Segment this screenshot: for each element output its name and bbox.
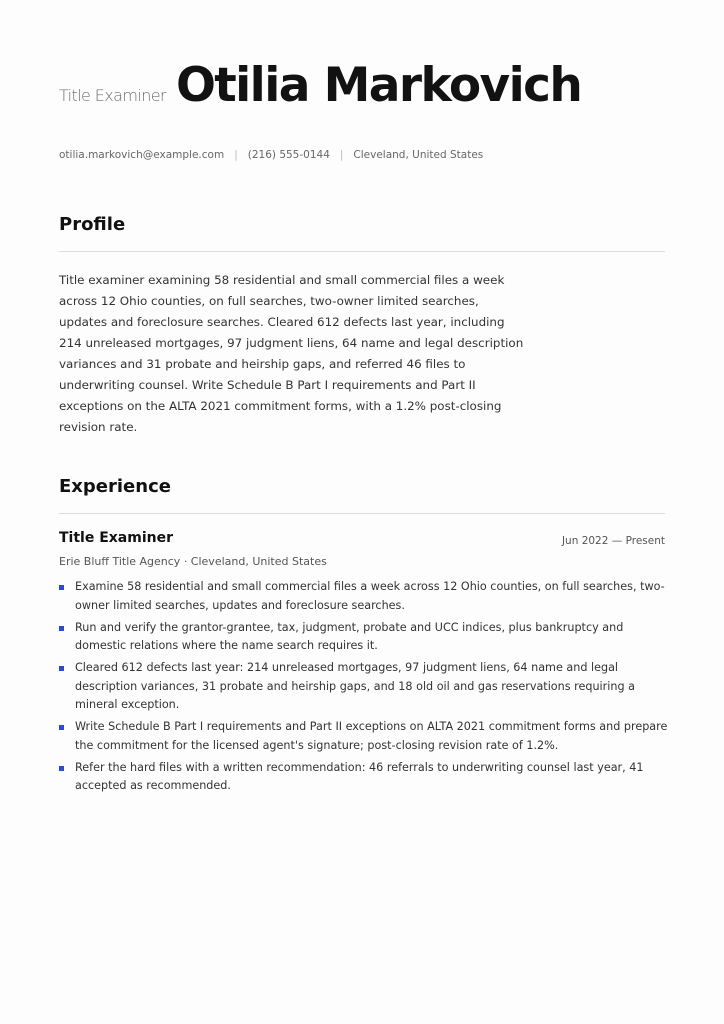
location: Cleveland, United States bbox=[353, 149, 484, 161]
bullet-square-icon bbox=[59, 666, 64, 671]
bullet-text: Refer the hard files with a written recommendation: 46 referrals to underwriting counsel last year, 41 accepted as recommended. bbox=[75, 760, 644, 792]
profile-heading: Profile bbox=[59, 214, 126, 235]
bullet-text: Cleared 612 defects last year: 214 unreleased mortgages, 97 judgment liens, 64 name and legal description variances, 31 probate and heirship gaps, and 18 old oil and gas reservations requiring a mineral exception. bbox=[75, 661, 635, 711]
job-bullets bbox=[59, 578, 669, 799]
list-item bbox=[59, 659, 669, 715]
bullet-square-icon bbox=[59, 766, 64, 771]
contact-separator: | bbox=[339, 149, 344, 161]
bullet-text: Run and verify the grantor-grantee, tax, judgment, probate and UCC indices, plus bankruptcy and domestic relations where the name search requires it. bbox=[75, 620, 624, 652]
list-item bbox=[59, 759, 669, 796]
contact-line bbox=[59, 149, 483, 161]
section-divider bbox=[59, 513, 665, 514]
section-divider bbox=[59, 251, 665, 252]
experience-heading: Experience bbox=[59, 476, 171, 497]
role-label: Title Examiner bbox=[59, 86, 166, 105]
list-item bbox=[59, 578, 669, 615]
candidate-name: Otilia Markovich bbox=[175, 58, 582, 113]
phone-number: (216) 555-0144 bbox=[247, 149, 330, 161]
resume-header bbox=[59, 58, 581, 114]
list-item bbox=[59, 718, 669, 755]
list-item bbox=[59, 619, 669, 656]
job-employer: Erie Bluff Title Agency · Cleveland, United States bbox=[59, 555, 327, 568]
bullet-square-icon bbox=[59, 585, 64, 590]
job-title: Title Examiner bbox=[59, 530, 174, 546]
bullet-square-icon bbox=[59, 626, 64, 631]
email-link[interactable]: otilia.markovich@example.com bbox=[59, 149, 225, 161]
bullet-text: Examine 58 residential and small commercial files a week across 12 Ohio counties, on full searches, two-owner limited searches, updates and foreclosure searches. bbox=[75, 580, 665, 612]
contact-separator: | bbox=[234, 149, 238, 161]
job-dates: Jun 2022 — Present bbox=[561, 535, 665, 547]
bullet-square-icon bbox=[59, 725, 64, 730]
profile-summary: Title examiner examining 58 residential and small commercial files a week across 12 Ohio counties, on full searches, two-owner limited searches, updates and foreclosure searches. Cleared 612 defects last year, including 214 unreleased mortgages, 97 judgment liens, 64 name and legal description variances and 31 probate and heirship gaps, and referred 46 files to underwriting counsel. Write Schedule B Part I requirements and Part II exceptions on the ALTA 2021 commitment forms, with a 1.2% post-closing revision rate. bbox=[59, 273, 524, 434]
bullet-text: Write Schedule B Part I requirements and Part II exceptions on ALTA 2021 commitment forms and prepare the commitment for the licensed agent's signature; post-closing revision rate of 1.2%. bbox=[75, 720, 668, 752]
